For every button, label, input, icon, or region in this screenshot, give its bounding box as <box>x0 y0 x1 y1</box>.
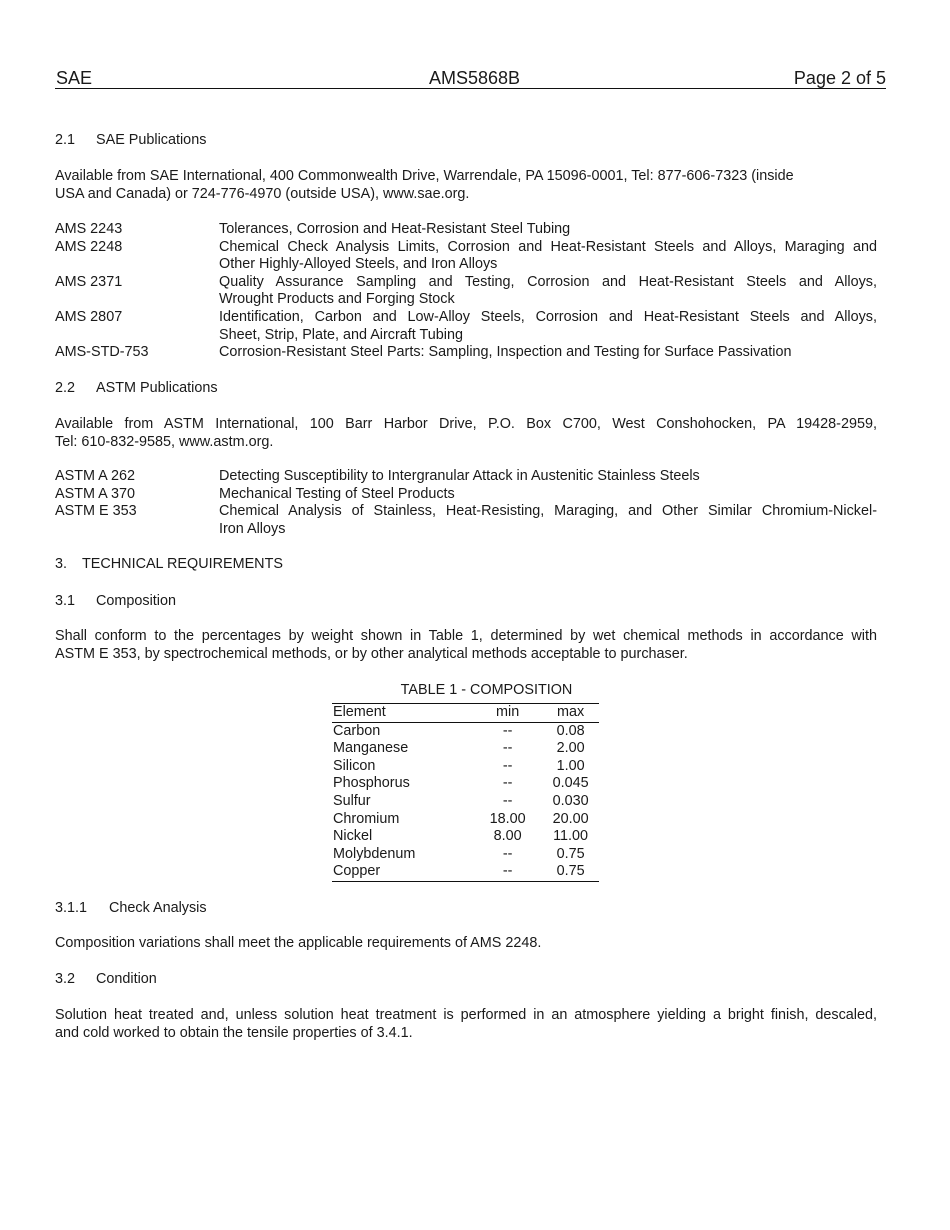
reference-item: AMS 2243 Tolerances, Corrosion and Heat-Resistant Steel Tubing <box>55 221 571 237</box>
column-header-min: min <box>496 704 520 720</box>
table-header-row <box>332 704 599 723</box>
section-3-1-heading: 3.1 Composition <box>55 593 176 609</box>
composition-table <box>332 703 599 882</box>
reference-item: AMS 2807 Identification, Carbon and Low-Alloy Steels, Corrosion and Heat-Resistant Steels and Alloys, Sheet, Strip, Plate, and Aircraft Tubing <box>55 308 877 343</box>
header-page-number: Page 2 of 5 <box>793 68 886 88</box>
table-row: Nickel 8.00 11.00 <box>333 828 589 845</box>
astm-reference-list <box>55 468 877 538</box>
reference-item: ASTM A 262 Detecting Susceptibility to Intergranular Attack in Austenitic Stainless Steels <box>55 468 700 484</box>
sae-availability-text: Available from SAE International, 400 Commonwealth Drive, Warrendale, PA 15096-0001, Tel: 877-606-7323 (inside USA and Canada) or 724-776-4970 (outside USA), www.sae.org. <box>55 168 794 202</box>
section-2-2-heading: 2.2 ASTM Publications <box>55 380 218 396</box>
reference-item: ASTM A 370 Mechanical Testing of Steel Products <box>55 485 455 502</box>
section-3-2-heading: 3.2 Condition <box>55 971 157 987</box>
table-row: Chromium 18.00 20.00 <box>333 810 589 827</box>
header-doc-number: AMS5868B <box>429 68 521 88</box>
section-3-1-1-heading: 3.1.1 Check Analysis <box>55 900 207 916</box>
table-row: Molybdenum -- 0.75 <box>333 845 585 862</box>
composition-text: Shall conform to the percentages by weight shown in Table 1, determined by wet chemical methods in accordance with ASTM E 353, by spectrochemical methods, or by other analytical methods acceptable to purchaser. <box>55 628 877 662</box>
condition-text: Solution heat treated and, unless solution heat treatment is performed in an atmosphere yielding a bright finish, descaled, and cold worked to obtain the tensile properties of 3.4.1. <box>55 1007 877 1041</box>
reference-item: ASTM E 353 Chemical Analysis of Stainless, Heat-Resisting, Maraging, and Other Similar Chromium-Nickel- Iron Alloys <box>55 503 877 537</box>
sae-reference-list <box>55 221 877 362</box>
astm-availability-text: Available from ASTM International, 100 Barr Harbor Drive, P.O. Box C700, West Conshohocken, PA 19428-2959, Tel: 610-832-9585, www.astm.org. <box>55 416 877 450</box>
table-row: Sulfur -- 0.030 <box>333 792 589 809</box>
section-2-1-heading: 2.1 SAE Publications <box>55 132 207 148</box>
reference-item: AMS 2248 Chemical Check Analysis Limits, Corrosion and Heat-Resistant Steels and Alloys, Maraging and Other Highly-Alloyed Steels, and Iron Alloys <box>55 238 877 273</box>
column-header-max: max <box>556 704 585 720</box>
reference-item: AMS-STD-753 Corrosion-Resistant Steel Parts: Sampling, Inspection and Testing for Surface Passivation <box>55 344 792 361</box>
check-analysis-text: Composition variations shall meet the applicable requirements of AMS 2248. <box>55 935 542 951</box>
page-header <box>55 68 886 89</box>
table-row: Silicon -- 1.00 <box>333 757 585 774</box>
reference-item: AMS 2371 Quality Assurance Sampling and Testing, Corrosion and Heat-Resistant Steels and Alloys, Wrought Products and Forging Stock <box>55 273 877 308</box>
table-1-caption: TABLE 1 - COMPOSITION <box>400 682 573 698</box>
table-row: Copper -- 0.75 <box>332 863 599 881</box>
header-org: SAE <box>56 68 93 88</box>
column-header-element: Element <box>333 704 386 720</box>
table-row: Manganese -- 2.00 <box>333 740 585 757</box>
table-row: Carbon -- 0.08 <box>333 722 585 739</box>
document-page <box>55 68 886 1041</box>
section-3-heading: 3. TECHNICAL REQUIREMENTS <box>55 556 283 572</box>
table-row: Phosphorus -- 0.045 <box>333 775 589 792</box>
